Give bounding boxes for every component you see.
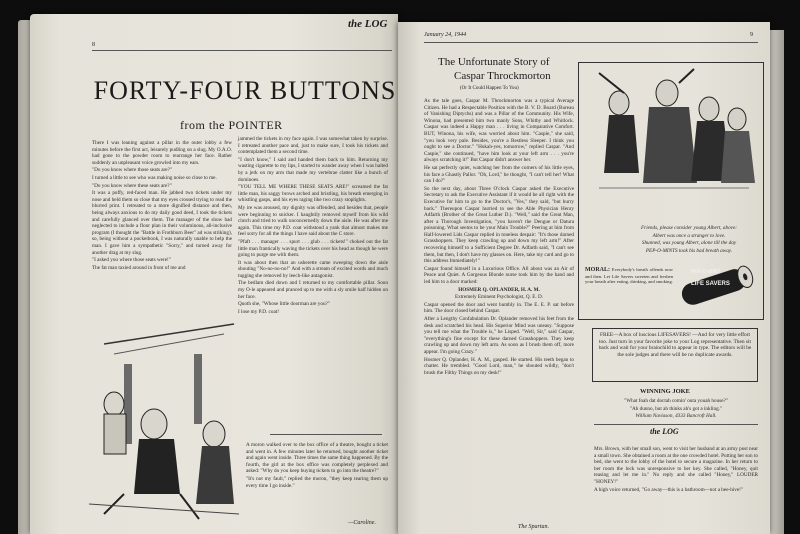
story-source: The Spartan. — [518, 524, 550, 530]
book-right-edge — [770, 30, 784, 534]
paragraph: "I asked you where those seats were!" — [92, 257, 171, 264]
paragraph: "It's not my fault," replied the moron, "they keep tearing them up every time I go inside." — [246, 475, 388, 489]
story-title-note: (Or It Could Happen To You) — [460, 86, 519, 91]
paragraph: The fat man taxied around in front of me and — [92, 264, 186, 271]
article-title: FORTY-FOUR BUTTONS — [93, 76, 397, 105]
ad-moral — [585, 267, 673, 285]
cartoon-illustration — [84, 314, 244, 524]
paragraph: I lose my P.D. coat! — [238, 308, 279, 315]
ad-caption-line: Shunned, was young Albert, alone till the day — [641, 240, 737, 247]
issue-date: January 24, 1944 — [424, 32, 467, 38]
ad-caption-line: PEP-O-MINTS took his bad breath away. — [645, 247, 733, 254]
paragraph: "Pfaft . . . manager . . . spurt . . . glub . . . tickets!" choked out the fat little man frantically waving the tickets over his head as though he were going to purge me with them. — [238, 238, 388, 259]
header-rule — [424, 42, 758, 43]
paragraph: "Do you know where those seats are?" — [92, 167, 173, 174]
winning-joke-heading: WINNING JOKE — [640, 388, 691, 395]
paragraph: "I don't know," I said and handed them back to him. Returning my wasting cigarette to my lips, I started to wander away when I was halted by a jerk on my arm that made my vertebrae clatter like a bunch of dominoes. — [238, 156, 388, 183]
moral-text: Everybody's breath offends now and then. Let Life Savers sweeten and freshen your breath after eating, drinking, and smoking. — [585, 267, 673, 285]
ad-caption-line: Friends, please consider young Albert, above: — [641, 225, 737, 231]
winning-joke — [594, 398, 758, 421]
paragraph: So the next day, about Three O'clock Caspar asked the Executive Secretary to ask the Executive Assistant if it would be all right with the Executive for him to go to the Doctor's, "Yes," they said, "but hurry back." Thereupon Caspar hurried to see the Able Physician Henry Adfarth (Brother of the Great Luther D.). "Well," said the Great Man, after a Thorough Investigation, "you haven't the Dengue or Datura poisoning. What seems to be your Main Trouble?" Peering at him from Half-lowered Lids Caspar replied in toneless despair: "It's those darned Grasshoppers. They keep crawling up and down my left arm!" After recovering himself to a Sufficient Degree Dr. Adfarth said, "I can't see them, but then, I don't have my glasses on. Here, take my card and go to this address Immediately!" — [424, 185, 574, 265]
paragraph: Caspar opened the door and went humbly in. The E. E. P. sat before him. The door closed behind Caspar. — [424, 301, 574, 315]
ad-illustration — [579, 63, 761, 223]
paragraph: Caspar found himself in a Luxurious Office. All about was an Air of Peace and Quiet. A Gorgeous Blonde nurse took him by the hand and led him to a door marked: — [424, 265, 574, 286]
signature: —Caroline. — [348, 520, 376, 526]
story-column — [424, 98, 574, 377]
right-page — [398, 22, 770, 534]
paragraph: A high voice returned, "Go away—this is a bathroom—not a bee-hive!" — [594, 486, 744, 493]
paragraph: "YOU TELL ME WHERE THESE SEATS ARE!" screamed the fat little man, his saggy brows arched and bristling, his breath emerging in whistling gasps, and his eyes raging like two crazy stoplights. — [238, 184, 388, 204]
subheading: Extremely Eminent Psychologist, Q. E. D. — [454, 294, 544, 301]
paragraph: Quoth she, "Whose little doorman are you?" — [238, 301, 330, 308]
moral-label: MORAL: — [585, 267, 610, 273]
section-rule — [594, 424, 758, 425]
joke-line: "What foah dat doctah comin' outa youah house?" — [624, 398, 728, 404]
running-head: the LOG — [348, 18, 388, 30]
right-page-number: 9 — [750, 32, 753, 38]
section-rule — [270, 434, 382, 435]
paragraph: He sat perfectly quiet, watching her from the corners of his little eyes, his face a Ghastly Pallor. "Oh, Lord," he thought, "I can't tell her! What can I do?" — [424, 164, 574, 185]
running-foot: the LOG — [650, 427, 679, 436]
ad-caption — [619, 225, 759, 255]
left-page-number: 8 — [92, 42, 95, 48]
left-page — [30, 14, 398, 534]
paragraph: Mrs. Brown, with her small son, went to visit her husband at an army post near a small town. She obtained a room at the one crowded hotel. Putting her son to bed, she went to the lobby of the hotel to secure a magazine. In her return to her room the lock was unresponsive to her key. She called, "Honey, quit teasing and let me in." No reply and she called "Honey," LOUDER "HONEY!" — [594, 446, 758, 485]
paragraph: I turned a little to see who was making noise so close to me. — [92, 174, 217, 181]
paragraph: A moron walked over to the box office of a theatre, bought a ticket and went in. A few minutes later he returned, bought another ticket and again went inside. Three times the same thing happened. By the fourth, the girl at the box office was completely perplexed and asked: "Why do you keep buying tickets to go into the theatre?" — [246, 442, 388, 475]
mrs-brown-joke — [594, 446, 758, 494]
paragraph: After a Lengthy Confabulation Dr. Oplander removed his feet from the desk and scratched his head. His Superior Mind was uneasy. "Suppose you tell me what the Trouble is," he Lisped. "Well, Sir," said Caspar, "everything's fine except for these darned Grasshoppers. They keep crawling up and down my left arm. As soon as I brush them off, more appear. I'm going Crazy." — [424, 316, 574, 355]
left-column-1 — [92, 140, 232, 272]
header-rule — [92, 50, 392, 51]
paragraph: It was a puffy, red-faced man. He jabbed two tickets under my nose and held them so close that my eyes crossed trying to read the blurred print. I retreated to a more dignified distance and then, being always anxious to do my daily good deed, I took the tickets and carefully glanced over them. The manager of the show had neglected to include a floor plan in their voluminous, all-inclusive program (I thought the "Battle in Frothburn Beer" ad was striking), so, being without a pocketbook, I was naturally unable to help the man. I gave him a sympathetic "Sorry," and turned away for another drag at my slug. — [92, 190, 232, 256]
joke-line: "Ah dunno, but ah thinks ah's got a inkling." — [629, 405, 723, 412]
subheading: HOSMER Q. OPLANDER, H. A. M. — [458, 286, 540, 293]
moron-joke — [246, 442, 388, 490]
left-column-2 — [238, 136, 388, 316]
brand-pep-o-mint: PEP-O-MINT — [691, 269, 721, 275]
paragraph: There I was leaning against a pillar in the outer lobby a few minutes before the first act, leisurely pudling on a slug. My O.A.O. had gone to the powder room to rearrange her face. Rather suddenly an unpleasant voice growled into my ears. — [92, 140, 232, 166]
article-subtitle: from the POINTER — [180, 118, 283, 132]
paragraph: It was about then that an usherette came sweeping down the aisle shouting "No-no-no-no!" And with a stream of excited words and much tugging she removed by leech-like antagonist. — [238, 259, 388, 279]
free-box-text: FREE—A box of luscious LIFESAVERS! —And for very little effort too. Just turn in your favorite joke to your Log representative. Then sit back and wait for your brainchild to appear in type. The editors will be the sole judges and there will be no duplicate awards. — [598, 332, 752, 358]
lifesavers-ad — [578, 62, 764, 320]
paragraph: jammed the tickets in my face again. I was somewhat taken by surprise. I retreated another pace and, just to make sure, I took his tickets and contemplated them a second time. — [238, 136, 388, 156]
brand-life-savers: LIFE SAVERS — [691, 281, 730, 287]
ad-caption-line: Albert was once a stranger to love. — [652, 232, 726, 239]
free-lifesavers-box — [592, 328, 758, 382]
joke-credit: William Naviason, 4333 Bancroft Hall. — [635, 413, 717, 420]
story-title-line2: Caspar Throckmorton — [454, 70, 551, 82]
paragraph: The bedlam died down and I returned to my comfortable pillar. Soon my O-le appeared and pranced up to me with a sly smile half hidden on her face. — [238, 280, 388, 300]
paragraph: Hosmer Q. Oplander, H. A. M., gasped. He started. His teeth began to chatter. He trembled. "Good Lord, man," he shouted wildly, "don't brush the Filthy Things on my desk!" — [424, 356, 574, 376]
paragraph: My ire was aroused, my dignity was offended, and besides that, people were beginning to snicker. I haughtily removed myself from his wild clutch and tried to walk unconcernedly down the aisle. He was after me again. This time my P.D. coat withstood a yank that almost makes me feel sorry for all the things I have said about the C store. — [238, 204, 388, 238]
story-title-line1: The Unfortunate Story of — [438, 56, 550, 68]
paragraph: "Do you know where these seats are?" — [92, 182, 172, 189]
paragraph: As the tale goes, Caspar M. Throckmorton was a typical Average Citizen. He had a Respectable Position with the B. V. D. Board (Bureau of Vanishing Diptychs) and was a Pillar of the Community. His Wife, Winona, had presented him two manly Sons, Whitby and Whitlock. Caspar was indeed a Happy man . . . living in Comparative Comfort. BUT, Winona, his wife, was worried about him. "Caspie," she said, "you look very pale. Besides, you're a Restless Sleeper. I think you ought to see a Doctor." "Hukah-yes, tomorrow," replied Caspar. "And Caspie," she continued, "have him look at your left arm . . . you're always scratching it!" But Caspar didn't answer her. — [424, 98, 574, 164]
